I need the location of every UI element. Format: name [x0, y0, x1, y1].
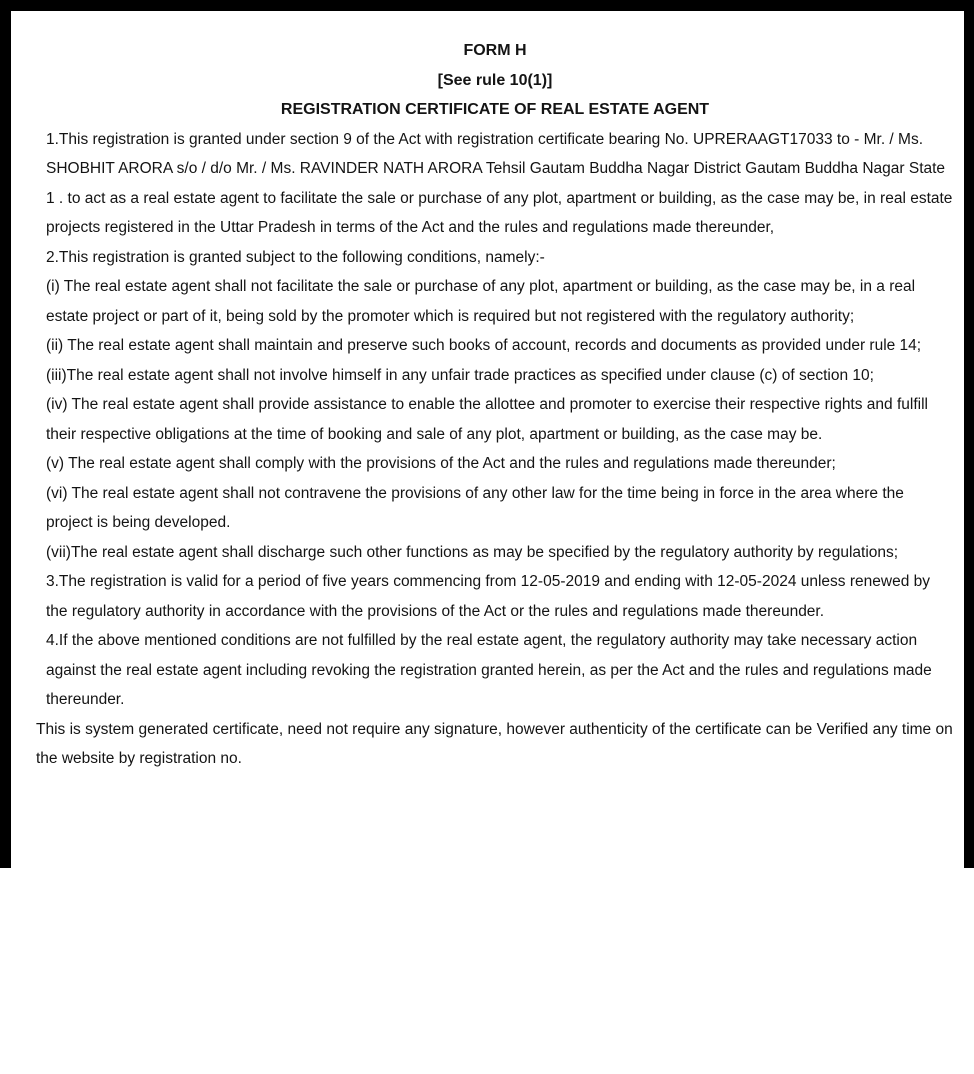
condition-ii: (ii) The real estate agent shall maintain and preserve such books of account, records and documents as provided under rule 14;: [46, 337, 922, 354]
condition-iii: (iii)The real estate agent shall not involve himself in any unfair trade practices as specified under clause (c) of section 10;: [46, 366, 874, 384]
form-title: FORM H: [463, 42, 527, 59]
condition-vi: (vi) The real estate agent shall not contravene the provisions of any other law for the time being in force in the area where the project is being developed.: [46, 484, 904, 531]
certificate-body: [36, 125, 954, 715]
rule-subtitle: [See rule 10(1)]: [437, 71, 553, 89]
condition-v: (v) The real estate agent shall comply with the provisions of the Act and the rules and regulations made thereunder;: [46, 455, 836, 472]
clause-1: 1.This registration is granted under section 9 of the Act with registration certificate bearing No. UPRERAAGT17033 to - Mr. / Ms. SHOBHIT ARORA s/o / d/o Mr. / Ms. RAVINDER NATH ARORA Tehsil Gautam Buddha Nagar District Gautam Buddha Nagar State 1 . to act as a real estate agent to facilitate the sale or purchase of any plot, apartment or building, as the case may be, in real estate projects registered in the Uttar Pradesh in terms of the Act and the rules and regulations made thereunder,: [46, 130, 953, 236]
condition-i: (i) The real estate agent shall not facilitate the sale or purchase of any plot, apartment or building, as the case may be, in a real estate project or part of it, being sold by the promoter which is required but not registered with the regulatory authority;: [46, 278, 916, 325]
system-generated-note: This is system generated certificate, need not require any signature, however authenticity of the certificate can be Verified any time on the website by registration no.: [36, 720, 953, 767]
certificate-content: [11, 11, 963, 774]
clause-3: 3.The registration is valid for a period of five years commencing from 12-05-2019 and ending with 12-05-2024 unless renewed by the regulatory authority in accordance with the provisions of the Act or the rules and regulations made thereunder.: [46, 573, 930, 620]
condition-vii: (vii)The real estate agent shall discharge such other functions as may be specified by the regulatory authority by regulations;: [46, 543, 899, 561]
condition-iv: (iv) The real estate agent shall provide assistance to enable the allottee and promoter to exercise their respective rights and fulfill their respective obligations at the time of booking and sale of any plot, apartment or building, as the case may be.: [46, 396, 928, 443]
clause-2: 2.This registration is granted subject to the following conditions, namely:-: [46, 248, 545, 266]
certificate-heading: REGISTRATION CERTIFICATE OF REAL ESTATE AGENT: [280, 101, 710, 118]
clause-4: 4.If the above mentioned conditions are not fulfilled by the real estate agent, the regulatory authority may take necessary action against the real estate agent including revoking the registration granted herein, as per the Act and the rules and regulations made thereunder.: [46, 632, 932, 708]
